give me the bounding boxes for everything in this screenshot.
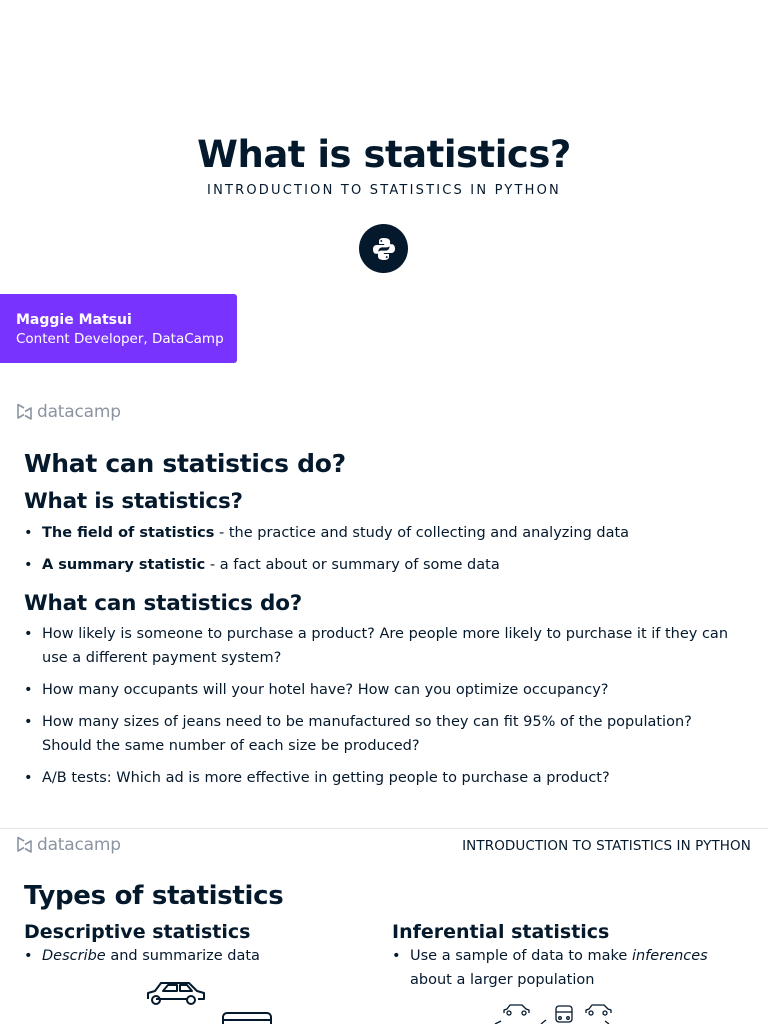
slide3-heading: Types of statistics xyxy=(24,881,284,911)
datacamp-logo xyxy=(16,835,121,855)
definition: - the practice and study of collecting and analyzing data xyxy=(214,525,630,541)
datacamp-wordmark: datacamp xyxy=(37,835,121,855)
inferential-column xyxy=(392,920,742,992)
list-item: • A/B tests: Which ad is more effective in getting people to purchase a product? xyxy=(24,766,734,790)
emphasis: Describe xyxy=(42,948,106,964)
list-item xyxy=(24,944,364,968)
presenter-card xyxy=(0,294,237,363)
sampling-lines xyxy=(495,1020,609,1024)
list-item xyxy=(392,944,742,992)
item-text: about a larger population xyxy=(410,972,595,988)
datacamp-logo-icon xyxy=(16,402,34,422)
slide-title: What is statistics? xyxy=(197,133,571,176)
car-icon xyxy=(586,1005,611,1015)
sample-illustration xyxy=(465,998,645,1024)
datacamp-logo xyxy=(16,402,121,422)
list-item xyxy=(24,553,748,577)
bus-icon xyxy=(223,1013,271,1024)
python-icon xyxy=(359,224,408,273)
definition-list xyxy=(24,521,748,585)
section-title-what-is: What is statistics? xyxy=(24,489,243,514)
course-footer-title: INTRODUCTION TO STATISTICS IN PYTHON xyxy=(462,838,751,854)
uses-list xyxy=(24,622,734,798)
emphasis: inferences xyxy=(631,948,708,964)
list-item: • How many occupants will your hotel have? How can you optimize occupancy? xyxy=(24,678,734,702)
list-item: • How many sizes of jeans need to be manufactured so they can fit 95% of the population? Should the same number of each size be produced? xyxy=(24,710,734,758)
presenter-name: Maggie Matsui xyxy=(16,312,132,328)
car-icon xyxy=(148,983,204,1004)
list-item: • How likely is someone to purchase a product? Are people more likely to purchase it if they can use a different payment system? xyxy=(24,622,734,670)
course-subtitle: INTRODUCTION TO STATISTICS IN PYTHON xyxy=(207,183,561,198)
descriptive-column xyxy=(24,920,364,968)
presenter-role: Content Developer, DataCamp xyxy=(16,331,224,347)
descriptive-title: Descriptive statistics xyxy=(24,921,251,943)
inferential-title: Inferential statistics xyxy=(392,921,610,943)
datacamp-wordmark: datacamp xyxy=(37,402,121,422)
vehicles-illustration xyxy=(120,975,280,1024)
definition: - a fact about or summary of some data xyxy=(205,557,500,573)
slide-divider xyxy=(0,828,768,829)
slide2-heading: What can statistics do? xyxy=(24,449,346,478)
section-title-what-can: What can statistics do? xyxy=(24,591,303,616)
list-item xyxy=(24,521,748,545)
datacamp-logo-icon xyxy=(16,835,34,855)
term: A summary statistic xyxy=(42,557,206,573)
item-text: and summarize data xyxy=(105,948,260,964)
item-text: Use a sample of data to make xyxy=(410,948,632,964)
car-icon xyxy=(504,1005,529,1015)
bus-icon xyxy=(556,1006,572,1022)
term: The field of statistics xyxy=(42,525,215,541)
